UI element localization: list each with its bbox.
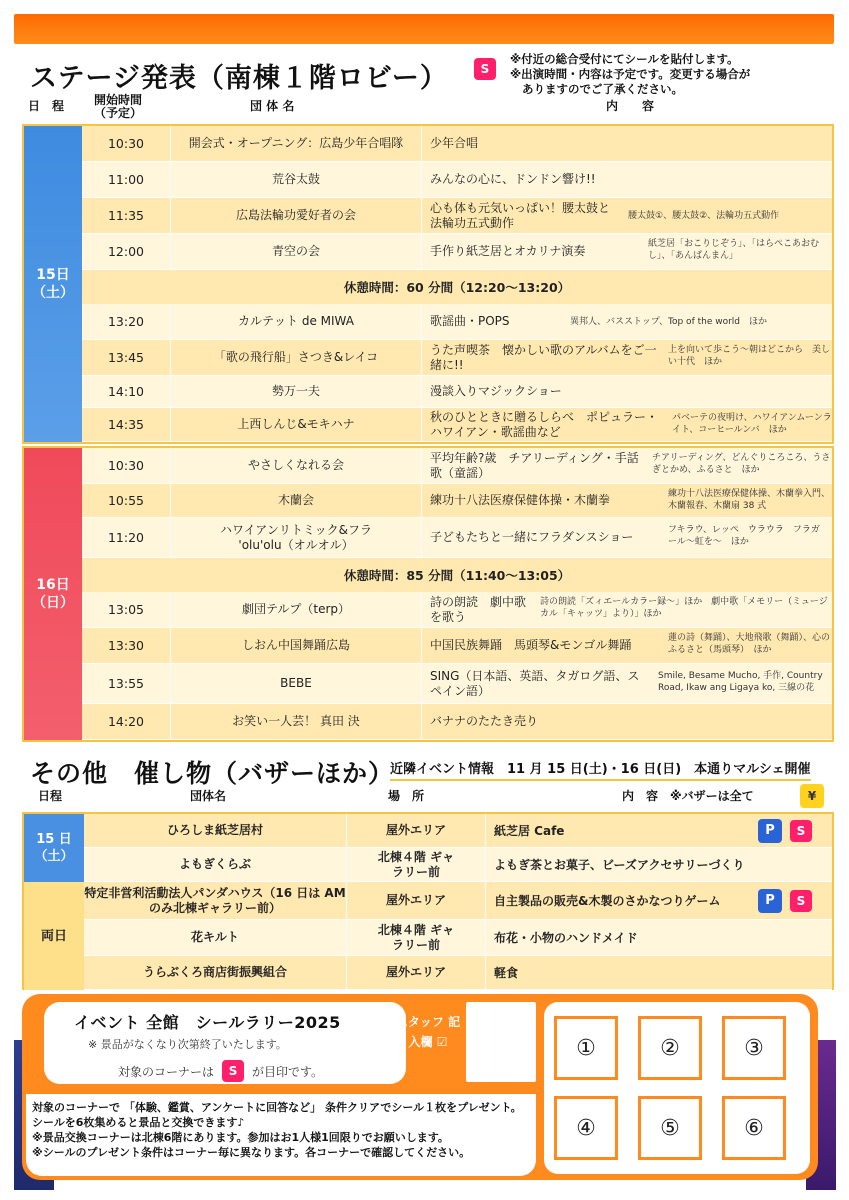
row-content-text: 中国民族舞踊 馬頭琴&モンゴル舞踊 [430,638,632,652]
row-content-text: 詩の朗読 劇中歌を歌う [430,594,527,624]
row-content-text: 心も体も元気いっぱい！腰太鼓と法輪功五式動作 [430,200,611,230]
other-header-group: 団体名 [190,789,227,803]
rally-header-box [44,1002,406,1084]
header-time: 開始時間（予定） [93,93,142,120]
row-time: 13:20 [107,314,145,329]
other-events-title: その他 催し物（バザーほか） [30,759,395,788]
table-row [82,448,832,484]
row-content: 少年合唱 [430,136,479,150]
table-row [82,304,832,340]
top-banner-bar [14,14,834,44]
row-group: お笑い一人芸！ 真田 決 [170,704,422,739]
row-place: 屋外エリア [346,956,486,989]
row-time: 11:35 [107,208,145,223]
row-time: 10:30 [107,458,145,473]
row-group: BEBE [170,664,422,703]
table-row [84,882,832,920]
sticker-s-badge: S [790,820,812,842]
rally-target [118,1060,323,1082]
row-time: 13:30 [107,638,145,653]
row-group: 勢万一夫 [170,376,422,407]
row-place: 屋外エリア [346,882,486,919]
row-time: 10:30 [107,136,145,151]
row-extra: チアリーディング、どんぐりころころ、うさぎとかめ、ふるさと ほか [652,453,831,475]
row-content-text: 手作り紙芝居とオカリナ演奏 [430,244,586,258]
row-extra: フキラウ、レッペ ウラウラ フラガール〜虹を〜 ほか [668,525,820,547]
table-row [82,664,832,704]
row-content-text: うた声喫茶 懐かしい歌のアルバムをご一緒に!! [430,342,657,372]
row-extra: パベーテの夜明け、ハワイアンムーンライト、コーヒールンバ ほか [672,413,832,435]
table-row [82,198,832,234]
row-content-text: 秋のひとときに贈るしらべ ポピュラー・ハワイアン・歌謡曲など [430,409,659,439]
row-group: よもぎくらぶ [178,857,251,871]
other-header-place: 場 所 [388,789,425,803]
row-group: 上西しんじ&モキハナ [170,408,422,441]
row-group: しおん中国舞踊広島 [170,628,422,663]
row-content [422,304,832,339]
stamp-box: ⑤ [638,1096,702,1160]
row-content [422,518,832,557]
row-extra: 上を向いて歩こう〜朝はどこから 美しい十代 ほか [668,345,831,367]
table-row [84,848,832,882]
header-day: 日 程 [28,99,65,113]
table-row [82,376,832,408]
table-row [82,408,832,442]
row-group: 木蘭会 [170,484,422,517]
row-content: 布花・小物のハンドメイド [494,931,638,945]
row-group: 花キルト [191,930,239,944]
table-row [82,234,832,270]
row-group: ハワイアンリトミック&フラ 'olu'olu（オルオル） [170,518,422,557]
yen-badge: ¥ [800,784,824,808]
row-group: 開会式・オープニング：広島少年合唱隊 [170,126,422,161]
stamp-box: ④ [554,1096,618,1160]
stamp-box: ⑥ [722,1096,786,1160]
row-group: 荒谷太鼓 [170,162,422,197]
row-group: カルテット de MIWA [170,304,422,339]
row-content-text: SING（日本語、英語、タガログ語、スペイン語） [430,668,640,698]
table-row [84,956,832,990]
table-row [82,484,832,518]
row-time: 11:00 [107,172,145,187]
rally-text [32,1100,532,1160]
note-line: ありますのでご了承ください。 [522,82,683,96]
note-line: ※付近の総合受付にてシールを貼付します。 [510,52,739,66]
sticker-s-badge: S [222,1060,244,1082]
break-row: 休憩時間：60 分間（12:20〜13:20） [82,270,832,304]
row-time: 13:05 [107,602,145,617]
other-header-day: 日程 [38,789,63,803]
nearby-event-info: 近隣イベント情報 11 月 15 日(土)・16 日(日) 本通りマルシェ開催 [390,758,811,781]
row-extra: 練功十八法医療保健体操、木蘭拳入門、木蘭報春、木蘭扇 38 式 [668,489,831,511]
schedule-day1 [22,124,834,444]
table-row [82,704,832,740]
row-extra: 詩の朗読「ズィエールカラー録〜」ほか 劇中歌「メモリー（ミュージカル「キャッツ」より）」ほか [540,597,828,619]
row-time: 13:45 [107,350,145,365]
stamp-box: ③ [722,1016,786,1080]
row-content [422,198,832,233]
row-content: 軽食 [494,966,519,980]
rally-text-line: ※シールのプレゼント条件はコーナー毎に異なります。各コーナーで確認してください。 [32,1146,471,1159]
row-time: 12:00 [107,244,145,259]
table-row [82,518,832,558]
stamp-box: ② [638,1016,702,1080]
row-content [422,592,832,627]
table-row [84,814,832,848]
p-badge: P [758,889,782,913]
row-content [422,340,832,375]
row-time: 11:20 [107,530,145,545]
row-extra: 腰太鼓①、腰太鼓②、法輪功五式動作 [628,211,780,221]
day1-label: 15日（土） [24,126,82,442]
row-group: 特定非営利活動法人パンダハウス（16 日は AM のみ北棟ギャラリー前） [84,885,346,915]
rally-note: ※ 景品がなくなり次第終了いたします。 [88,1038,287,1051]
other-events-table [22,812,834,990]
other-header-content: 内 容 ※バザーは全て [622,789,754,803]
row-place: 北棟４階 ギャラリー前 [346,848,486,881]
row-content-text: 歌謡曲・POPS [430,314,510,328]
row-content-text: 平均年齢?歳 チアリーディング・手話歌（童謡） [430,450,639,480]
table-row [82,162,832,198]
row-time: 14:35 [107,417,145,432]
row-group: うらぶくろ商店街振興組合 [142,965,287,979]
stamp-area [544,1002,810,1174]
table-row [82,126,832,162]
row-content [422,408,832,441]
row-content: みんなの心に、ドンドン響け!! [430,172,596,186]
table-row [82,340,832,376]
row-time: 14:10 [107,384,145,399]
row-content [422,628,832,663]
rally-text-line: ※景品交換コーナーは北棟6階にあります。参加はお1人様1回限りでお願いします。 [32,1131,449,1144]
row-content: よもぎ茶とお菓子、ビーズアクセサリーづくり [494,858,745,872]
row-group: 「歌の飛行船」さつき&レイコ [170,340,422,375]
row-extra: 蓮の詩（舞踊）、大地飛歌（舞踊）、心のふるさと（馬頭琴） ほか [668,633,831,655]
row-content [486,814,832,847]
row-group: 広島法輪功愛好者の会 [170,198,422,233]
row-extra: Smile, Besame Mucho, 手作, Country Road, Ikaw ang Ligaya ko, 三線の花 [658,671,823,693]
sticker-s-badge: S [474,58,496,80]
staff-entry-box [466,1002,536,1082]
rally-target-post: が目印です。 [252,1064,324,1079]
row-content: 漫談入りマジックショー [430,384,562,398]
row-content [422,484,832,517]
stage-title: ステージ発表（南棟１階ロビー） [30,63,448,94]
table-row [84,920,832,956]
p-badge: P [758,819,782,843]
row-time: 14:20 [107,714,145,729]
row-group: やさしくなれる会 [170,448,422,483]
sticker-rally-panel [22,994,818,1180]
row-content-text: 紙芝居 Cafe [494,824,565,838]
row-place: 屋外エリア [346,814,486,847]
note-line: ※出演時間・内容は予定です。変更する場合が [510,67,751,81]
row-content [422,234,832,269]
row-content: バナナのたたき売り [430,714,539,728]
row-time: 13:55 [107,676,145,691]
row-extra: 紙芝居「おこりじぞう」、「はらぺこあおむし」、「あんぱんまん」 [648,239,820,261]
row-group: 青空の会 [170,234,422,269]
break-row: 休憩時間：85 分間（11:40〜13:05） [82,558,832,592]
rally-target-pre: 対象のコーナーは [118,1064,215,1079]
stage-notes [510,52,750,97]
header-group: 団 体 名 [250,99,295,113]
other-day1-label: 15 日（土） [24,814,84,882]
row-group: 劇団テルプ（terp） [170,592,422,627]
rally-title: イベント 全館 シールラリー2025 [74,1013,341,1032]
sticker-s-badge: S [790,890,812,912]
row-extra: 異邦人、バスストップ、Top of the world ほか [570,317,768,327]
row-content-text: 自主製品の販売&木製のさかなつりゲーム [494,894,721,908]
row-content [486,882,832,919]
table-row [82,628,832,664]
header-content: 内 容 [606,99,655,113]
stamp-box: ① [554,1016,618,1080]
other-both-days-label: 両日 [24,882,84,990]
row-group: ひろしま紙芝居村 [166,823,263,837]
day2-label: 16日（日） [24,448,82,740]
row-time: 10:55 [107,493,145,508]
row-content-text: 子どもたちと一緒にフラダンスショー [430,530,634,544]
rally-text-line: 対象のコーナーで 「体験、鑑賞、アンケートに回答など」 条件クリアでシール１枚をプレゼント。シールを6枚集めると景品と交換できます♪ [32,1101,522,1129]
row-place: 北棟４階 ギャラリー前 [346,920,486,955]
table-row [82,592,832,628]
row-content [422,664,832,703]
row-content-text: 練功十八法医療保健体操・木蘭拳 [430,493,611,507]
row-content [422,448,832,483]
staff-entry-label: スタッフ 記入欄 ☑ [395,1015,461,1049]
schedule-day2 [22,446,834,742]
